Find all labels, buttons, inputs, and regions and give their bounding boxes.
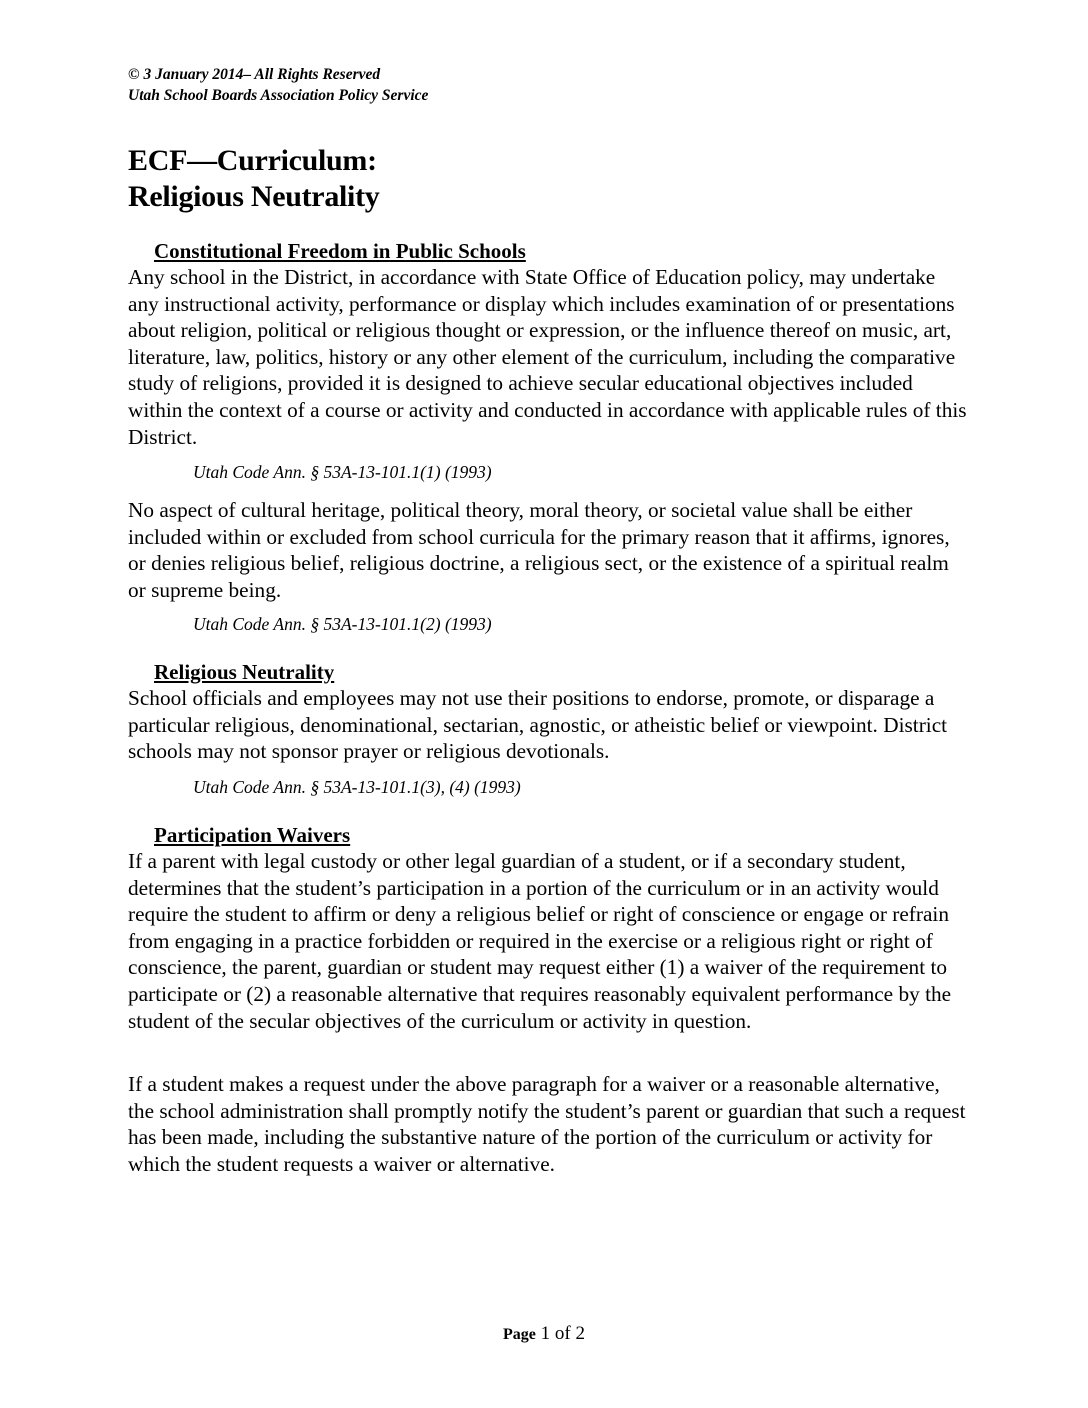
paragraph-parent-waiver: If a parent with legal custody or other legal guardian of a student, or if a secondary student, determines that the student’s participation in a portion of the curriculum or in an activity would require the student to affirm or deny a religious belief or right of conscience or engage or refrain from engaging in a practice forbidden or required in the exercise or a religious right or right of conscience, the parent, guardian or student may request either (1) a waiver of the requirement to participate or (2) a reasonable alternative that requires reasonably equivalent performance by the student of the secular objectives of the curriculum or activity in question. — [128, 849, 952, 1033]
paragraph-cultural-heritage: No aspect of cultural heritage, political theory, moral theory, or societal value shall be either included within or excluded from school curricula for the primary reason that it affirms, ignores, or denies religious belief, religious doctrine, a religious sect, or the existence of a spiritual realm or supreme being. — [128, 498, 950, 602]
page-label: Page — [503, 1326, 536, 1343]
citation: Utah Code Ann. § 53A-13-101.1(1) (1993) — [193, 462, 492, 482]
document-header — [128, 64, 428, 106]
page-title — [128, 143, 379, 215]
page-number: 1 of 2 — [540, 1323, 585, 1344]
section-heading-constitutional-freedom: Constitutional Freedom in Public Schools — [154, 239, 526, 263]
page-footer — [0, 1322, 1088, 1347]
citation: Utah Code Ann. § 53A-13-101.1(3), (4) (1993) — [193, 777, 521, 797]
paragraph-student-request: If a student makes a request under the above paragraph for a waiver or a reasonable alternative, the school administration shall promptly notify the student’s parent or guardian that such a request has been made, including the substantive nature of the portion of the curriculum or activity for which the student requests a waiver or alternative. — [128, 1072, 966, 1176]
title-line-2: Religious Neutrality — [128, 180, 380, 213]
copyright-line: © 3 January 2014– All Rights Reserved — [128, 66, 381, 83]
section-heading-religious-neutrality: Religious Neutrality — [154, 660, 335, 684]
publisher-line: Utah School Boards Association Policy Service — [128, 87, 429, 104]
paragraph-instructional-activity: Any school in the District, in accordance with State Office of Education policy, may undertake any instructional activity, performance or display which includes examination of or presentations about religion, political or religious thought or expression, or the influence thereof on music, art, literature, law, politics, history or any other element of the curriculum, including the comparative study of religions, provided it is designed to achieve secular educational objectives included within the context of a course or activity and conducted in accordance with applicable rules of this District. — [128, 265, 967, 449]
paragraph-school-officials: School officials and employees may not use their positions to endorse, promote, or disparage a particular religious, denominational, sectarian, agnostic, or atheistic belief or viewpoint. District schools may not sponsor prayer or religious devotionals. — [128, 686, 948, 764]
section-heading-participation-waivers: Participation Waivers — [154, 823, 351, 847]
citation: Utah Code Ann. § 53A-13-101.1(2) (1993) — [193, 614, 492, 634]
title-line-1: ECF—Curriculum: — [128, 144, 377, 177]
